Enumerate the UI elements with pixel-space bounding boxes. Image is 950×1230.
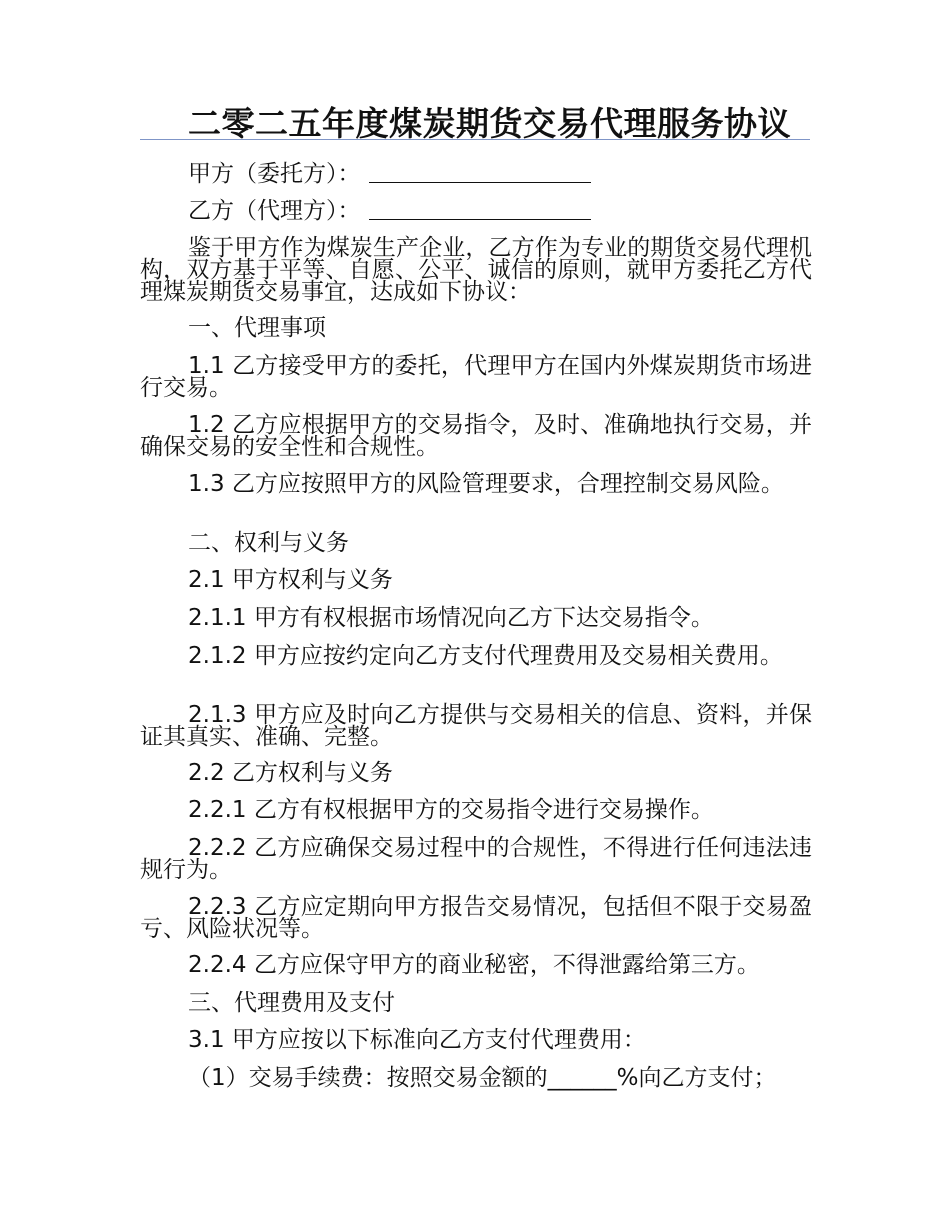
party-a-label: 甲方（委托方）： (188, 161, 361, 187)
clause-1-2: 1.2 乙方应根据甲方的交易指令，及时、准确地执行交易，并确保交易的安全性和合规性。 (140, 412, 812, 460)
clause-2-1-1: 2.1.1 甲方有权根据市场情况向乙方下达交易指令。 (188, 605, 714, 631)
section-3-heading: 三、代理费用及支付 (188, 990, 395, 1016)
party-b-line (188, 198, 591, 224)
document-title: 二零二五年度煤炭期货交易代理服务协议 (188, 104, 791, 143)
clause-2-2-3: 2.2.3 乙方应定期向甲方报告交易情况，包括但不限于交易盈亏、风险状况等。 (140, 894, 812, 942)
clause-1-1: 1.1 乙方接受甲方的委托，代理甲方在国内外煤炭期货市场进行交易。 (140, 353, 812, 401)
clause-3-1-1: （1）交易手续费：按照交易金额的______%向乙方支付； (188, 1065, 777, 1091)
clause-1-3: 1.3 乙方应按照甲方的风险管理要求，合理控制交易风险。 (188, 471, 784, 497)
section-2-heading: 二、权利与义务 (188, 530, 349, 556)
clause-2-2-2: 2.2.2 乙方应确保交易过程中的合规性，不得进行任何违法违规行为。 (140, 835, 812, 883)
clause-3-1: 3.1 甲方应按以下标准向乙方支付代理费用： (188, 1027, 646, 1053)
party-a-line (188, 161, 591, 187)
clause-2-1-3: 2.1.3 甲方应及时向乙方提供与交易相关的信息、资料，并保证其真实、准确、完整。 (140, 702, 812, 750)
party-a-blank (369, 162, 591, 183)
clause-2-2-heading: 2.2 乙方权利与义务 (188, 760, 393, 786)
party-b-label: 乙方（代理方）： (188, 198, 361, 224)
clause-2-2-4: 2.2.4 乙方应保守甲方的商业秘密，不得泄露给第三方。 (188, 952, 760, 978)
party-b-blank (369, 199, 591, 220)
clause-2-2-1: 2.2.1 乙方有权根据甲方的交易指令进行交易操作。 (188, 797, 714, 823)
title-underline (140, 139, 810, 140)
clause-2-1-2: 2.1.2 甲方应按约定向乙方支付代理费用及交易相关费用。 (188, 643, 783, 669)
section-1-heading: 一、代理事项 (188, 315, 326, 341)
preamble-paragraph: 鉴于甲方作为煤炭生产企业，乙方作为专业的期货交易代理机构，双方基于平等、自愿、公平、诚信的原则，就甲方委托乙方代理煤炭期货交易事宜，达成如下协议： (140, 235, 812, 305)
clause-2-1-heading: 2.1 甲方权利与义务 (188, 567, 393, 593)
